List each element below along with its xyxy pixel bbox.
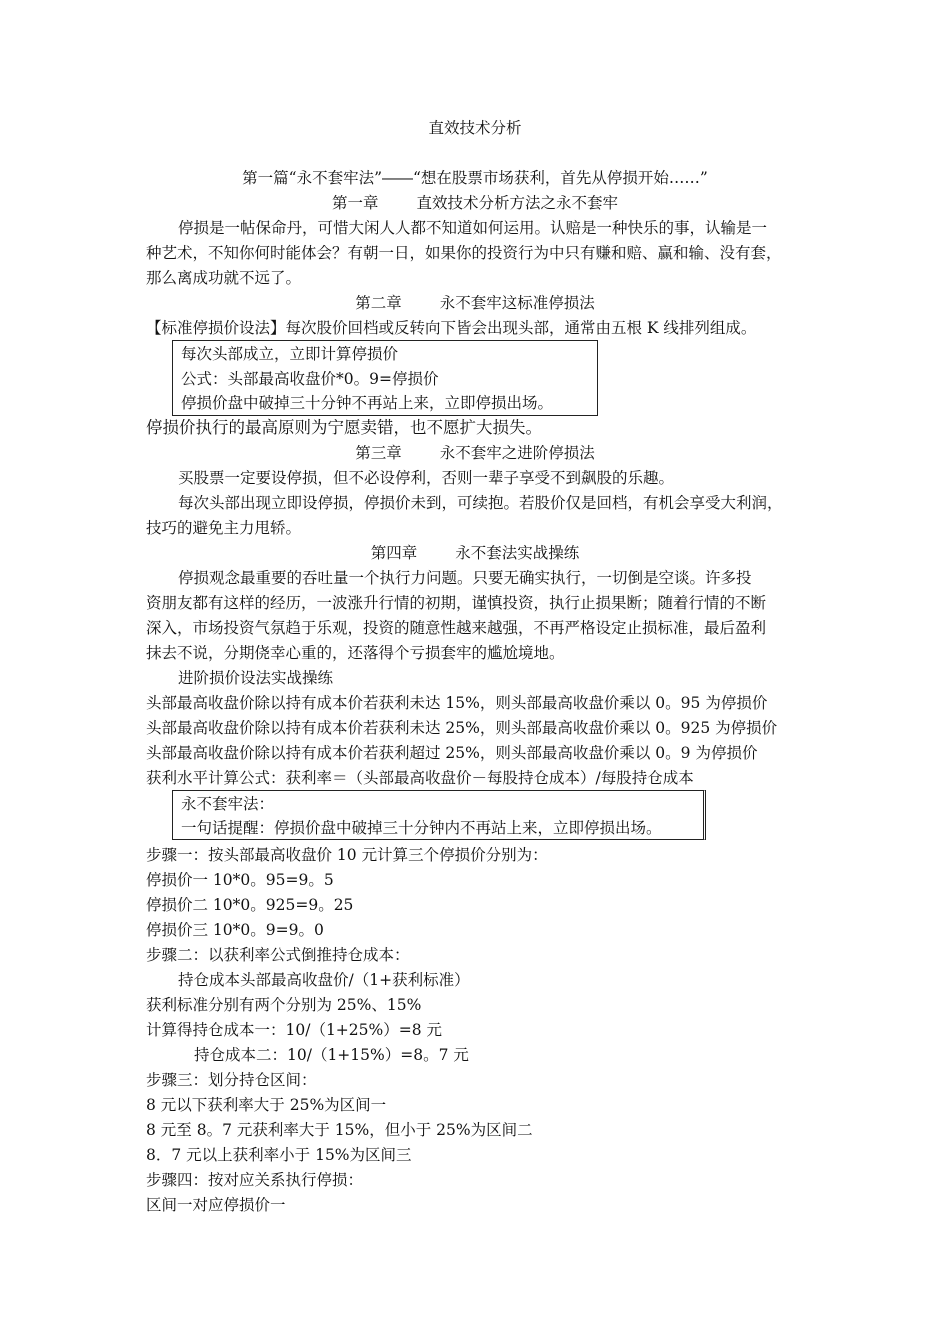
box1-line-3: 停损价盘中破掉三十分钟不再站上来，立即停损出场。 (181, 394, 554, 412)
step-3: 步骤三：划分持仓区间： (146, 1071, 317, 1089)
rule-line-1: 头部最高收盘价除以持有成本价若获利未达 15%，则头部最高收盘价乘以 0。95 为停损价 (146, 694, 768, 712)
chapter-1-name: 直效技术分析方法之永不套牢 (416, 194, 619, 212)
standard-stop-line: 【标准停损价设法】每次股价回档或反转向下皆会出现头部，通常由五根 K 线排列组成。 (146, 319, 757, 337)
chapter-3-number: 第三章 (355, 444, 402, 462)
para-4-line-2: 资朋友都有这样的经历，一波涨升行情的初期，谨慎投资，执行止损果断；随着行情的不断 (146, 594, 767, 612)
box2-line-1: 永不套牢法： (181, 795, 275, 813)
chapter-4-number: 第四章 (370, 544, 418, 562)
stop-formula-box (172, 340, 598, 416)
para-4-line-4: 抹去不说，分期侥幸心重的，还落得个亏损套牢的尴尬境地。 (146, 644, 565, 662)
chapter-3-name: 永不套牢之进阶停损法 (439, 444, 595, 462)
para-1-line-3: 那么离成功就不远了。 (146, 269, 302, 287)
range-1: 8 元以下获利率大于 25%为区间一 (146, 1096, 387, 1114)
principle-line: 停损价执行的最高原则为宁愿卖错，也不愿扩大损失。 (146, 418, 542, 437)
box2-line-2: 一句话提醒：停损价盘中破掉三十分钟内不再站上来，立即停损出场。 (181, 819, 662, 837)
para-4-line-3: 深入，市场投资气氛趋于乐观，投资的随意性越来越强，不再严格设定止损标准，最后盈利 (146, 619, 767, 637)
stop-price-2: 停损价二 10*0。925=9。25 (146, 896, 354, 914)
chapter-1-number: 第一章 (331, 194, 379, 212)
chapter-1-heading (0, 193, 950, 213)
para-3a: 买股票一定要设停损，但不必设停利，否则一辈子享受不到飙股的乐趣。 (178, 469, 675, 487)
rate-line: 获利标准分别有两个分别为 25%、15% (146, 996, 422, 1014)
box1-line-2: 公式：头部最高收盘价*0。9=停损价 (181, 370, 439, 388)
para-1-line-1: 停损是一帖保命丹，可惜大闲人人都不知道如何运用。认赔是一种快乐的事，认输是一 (178, 219, 768, 237)
range-1-mapping: 区间一对应停损价一 (146, 1196, 286, 1214)
doc-title: 直效技术分析 (428, 119, 522, 137)
range-3: 8．7 元以上获利率小于 15%为区间三 (146, 1146, 412, 1164)
chapter-2-name: 永不套牢这标准停损法 (439, 294, 595, 312)
rule-line-2: 头部最高收盘价除以持有成本价若获利未达 25%，则头部最高收盘价乘以 0。925 为停损价 (146, 719, 778, 737)
chapter-4-heading (0, 543, 950, 563)
chapter-4-name: 永不套法实战操练 (455, 544, 580, 562)
step-1: 步骤一：按头部最高收盘价 10 元计算三个停损价分别为： (146, 846, 548, 864)
chapter-3-heading (0, 443, 950, 463)
reminder-box (172, 790, 706, 840)
box1-line-1: 每次头部成立，立即计算停损价 (181, 345, 399, 363)
para-1-line-2: 种艺术，不知你何时能体会？有朝一日，如果你的投资行为中只有赚和赔、赢和输、没有套， (146, 244, 782, 262)
chapter-2-number: 第二章 (355, 294, 402, 312)
para-4-line-1: 停损观念最重要的吞吐量一个执行力问题。只要无确实执行，一切倒是空谈。许多投 (178, 569, 752, 587)
chapter-2-heading (0, 293, 950, 313)
stop-price-3: 停损价三 10*0。9=9。0 (146, 921, 324, 939)
step-4: 步骤四：按对应关系执行停损： (146, 1171, 364, 1189)
rule-line-4: 获利水平计算公式：获利率＝（头部最高收盘价－每股持仓成本）/每股持仓成本 (146, 769, 694, 787)
para-3b-line-2: 技巧的避免主力甩轿。 (146, 519, 302, 537)
cost-2: 持仓成本二：10/（1+15%）=8。7 元 (194, 1046, 469, 1064)
rule-line-3: 头部最高收盘价除以持有成本价若获利超过 25%，则头部最高收盘价乘以 0。9 为停损价 (146, 744, 758, 762)
step-2: 步骤二：以获利率公式倒推持仓成本： (146, 946, 410, 964)
para-3b-line-1: 每次头部出现立即设停损，停损价未到，可续抱。若股价仅是回档，有机会享受大利润， (178, 494, 783, 512)
cost-formula: 持仓成本头部最高收盘价/（1+获利标准） (178, 971, 470, 989)
advanced-title: 进阶损价设法实战操练 (178, 669, 334, 687)
stop-price-1: 停损价一 10*0。95=9。5 (146, 871, 334, 889)
part-heading: 第一篇“永不套牢法”――“想在股票市场获利，首先从停损开始……” (242, 169, 708, 187)
range-2: 8 元至 8。7 元获利率大于 15%，但小于 25%为区间二 (146, 1121, 533, 1139)
cost-1: 计算得持仓成本一：10/（1+25%）=8 元 (146, 1021, 443, 1039)
